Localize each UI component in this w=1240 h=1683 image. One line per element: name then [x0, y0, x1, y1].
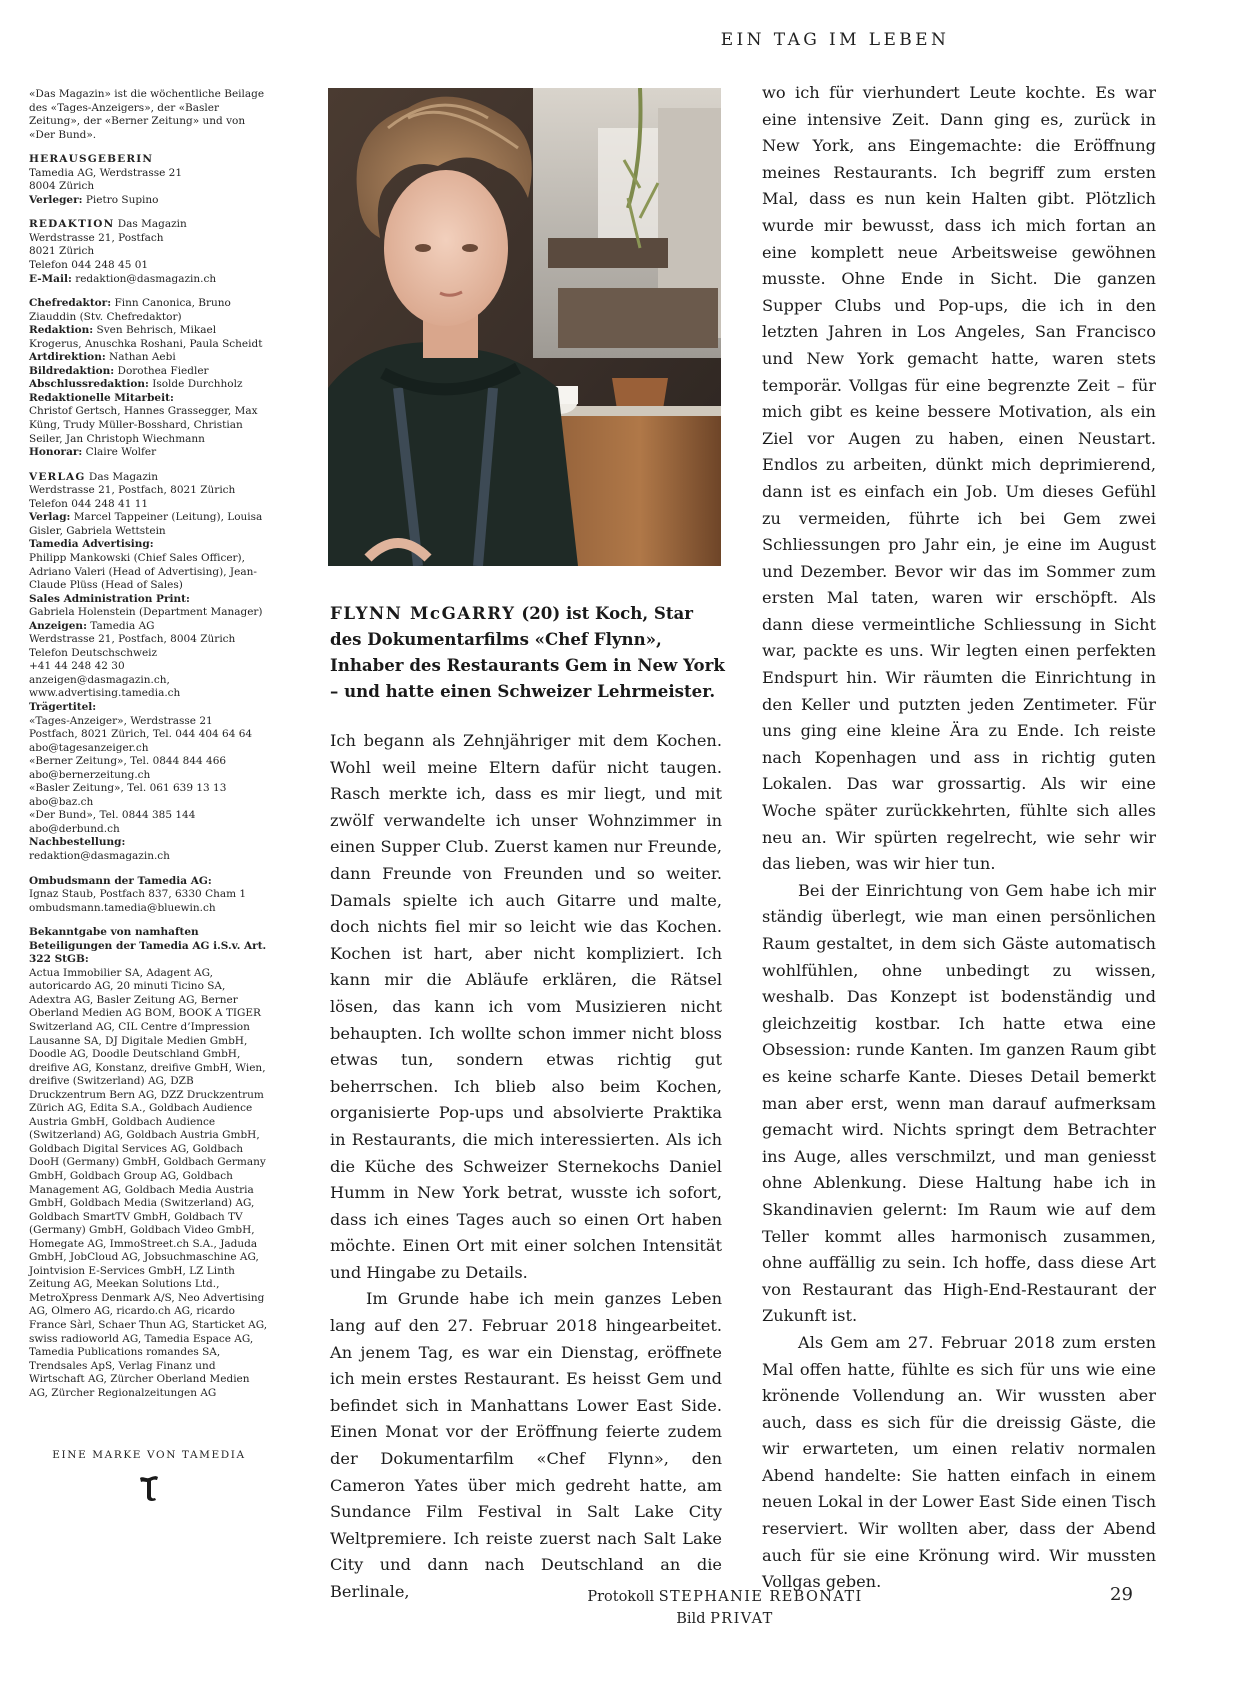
brand-line: EINE MARKE VON TAMEDIA	[52, 1449, 246, 1461]
herausgeberin-heading: HERAUSGEBERIN	[29, 153, 154, 166]
traeger-email-link[interactable]: abo@derbund.ch	[29, 822, 120, 835]
email-label: E-Mail:	[29, 272, 72, 285]
verleger-label: Verleger:	[29, 193, 83, 206]
staff-label: Chefredaktor:	[29, 297, 112, 310]
advertising-website-link[interactable]: www.advertising.tamedia.ch	[29, 687, 181, 700]
redaktion-heading: REDAKTION	[29, 218, 115, 231]
salesadmin-label: Sales Administration Print:	[29, 592, 190, 605]
staff-label: Artdirektion:	[29, 351, 106, 364]
article-column-right	[762, 80, 1156, 1596]
bild-credit: PRIVAT	[710, 1611, 774, 1627]
staff-label: Honorar:	[29, 446, 83, 459]
traeger-email-link[interactable]: abo@baz.ch	[29, 795, 94, 808]
verlag-label: Verlag:	[29, 511, 71, 524]
redaktion-line: Telefon 044 248 45 01	[29, 259, 149, 272]
impressum-herausgeberin	[29, 153, 269, 207]
anzeigen-line: +41 44 248 42 30	[29, 660, 125, 673]
article-column-middle	[330, 728, 722, 1606]
staff-value: Nathan Aebi	[109, 351, 176, 364]
staff-label: Redaktion:	[29, 324, 94, 337]
verleger-value: Pietro Supino	[85, 193, 159, 206]
anzeigen-label: Anzeigen:	[29, 619, 87, 632]
advertising-label: Tamedia Advertising:	[29, 538, 154, 551]
beteiligungen-list: Actua Immobilier SA, Adagent AG, autoricardo AG, 20 minuti Ticino SA, Adextra AG, Basler Zeitung AG, Berner Oberland Medien AG BOM, BOOK A TIGER Switzerland AG, CIL Centre d’Impression Lausanne SA, DJ Digitale Medien GmbH, Doodle AG, Doodle Deutschland GmbH, dreifive AG, Konstanz, dreifive GmbH, Wien, dreifive (Switzerland) AG, DZB Druckzentrum Bern AG, DZZ Druckzentrum Zürich AG, Edita S.A., Goldbach Audience Austria GmbH, Goldbach Audience (Switzerland) AG, Goldbach Austria GmbH, Goldbach Digital Services AG, Goldbach DooH (Germany) GmbH, Goldbach Germany GmbH, Goldbach Group AG, Goldbach Management AG, Goldbach Media Austria GmbH, Goldbach Media (Switzerland) AG, Goldbach SmartTV GmbH, Goldbach TV (Germany) GmbH, Goldbach Video GmbH, Homegate AG, ImmoStreet.ch S.A., Jaduda GmbH, JobCloud AG, Jobsuchmaschine AG, Jointvision E-Services GmbH, LZ Linth Zeitung AG, Meekan Solutions Ltd., MetroXpress Denmark A/S, Neo Advertising AG, Olmero AG, ricardo.ch AG, ricardo France Sàrl, Schaer Thun AG, Starticket AG, swiss radioworld AG, Tamedia Espace AG, Tamedia Publications romandes SA, Trendsales ApS, Verlag Finanz und Wirtschaft AG, Zürcher Oberland Medien AG, Zürcher Regionalzeitungen AG	[29, 966, 268, 1399]
protokoll-label: Protokoll	[587, 1589, 655, 1605]
impressum-staff	[29, 297, 269, 460]
redaktion-line: Werdstrasse 21, Postfach	[29, 231, 164, 244]
page-number: 29	[1110, 1584, 1133, 1605]
verlag-name: Das Magazin	[88, 470, 158, 483]
verlag-value: Marcel Tappeiner (Leitung), Louisa Gisler, Gabriela Wettstein	[29, 511, 263, 537]
traeger-line: «Tages-Anzeiger», Werdstrasse 21	[29, 714, 213, 727]
staff-value: Isolde Durchholz	[152, 378, 243, 391]
credits	[565, 1586, 885, 1630]
staff-label: Bildredaktion:	[29, 364, 115, 377]
staff-value: Sven Behrisch, Mikael Krogerus, Anuschka Roshani, Paula Scheidt	[29, 324, 263, 350]
lead-name: FLYNN McGARRY	[330, 603, 516, 623]
protokoll-author: STEPHANIE REBONATI	[658, 1589, 863, 1605]
staff-value: Christof Gertsch, Hannes Grassegger, Max Küng, Trudy Müller-Bosshard, Christian Seiler, Jan Christoph Wiechmann	[29, 405, 258, 445]
impressum-redaktion	[29, 218, 269, 286]
impressum-ombudsmann	[29, 875, 269, 916]
anzeigen-line: Werdstrasse 21, Postfach, 8004 Zürich	[29, 633, 236, 646]
traeger-line: «Basler Zeitung», Tel. 061 639 13 13	[29, 782, 227, 795]
herausgeberin-line: 8004 Zürich	[29, 180, 95, 193]
anzeigen-line: Tamedia AG	[90, 619, 155, 632]
traeger-label: Trägertitel:	[29, 700, 97, 713]
email-link[interactable]: redaktion@dasmagazin.ch	[75, 272, 217, 285]
traeger-line: Postfach, 8021 Zürich, Tel. 044 404 64 64	[29, 728, 253, 741]
article-paragraph: Bei der Einrichtung von Gem habe ich mir ständig überlegt, wie man einen persönlichen Raum gestaltet, in dem sich Gäste automatisch wohlfühlen, ohne unbedingt zu wissen, weshalb. Das Konzept ist bodenständig und gleichzeitig kostbar. Ich hatte etwa eine Obsession: runde Kanten. Im ganzen Raum gibt es keine scharfe Kante. Dieses Detail bemerkt man aber erst, wenn man darauf aufmerksam gemacht wird. Nichts springt dem Betrachter ins Auge, alles verschmilzt, und man geniesst ohne Ablenkung. Diese Haltung habe ich in Skandinavien gelernt: Im Raum wie auf dem Teller kommt alles harmonisch zusammen, ohne auffällig zu sein. Ich hoffe, dass diese Art von Restaurant das High-End-Restaurant der Zukunft ist.	[762, 880, 1156, 1326]
staff-value: Dorothea Fiedler	[117, 364, 209, 377]
impressum-beteiligungen	[29, 926, 269, 1400]
tamedia-logo-icon	[137, 1474, 161, 1502]
traeger-email-link[interactable]: abo@tagesanzeiger.ch	[29, 741, 149, 754]
bild-label: Bild	[676, 1611, 706, 1627]
staff-value: Claire Wolfer	[85, 446, 157, 459]
nachbestellung-email-link[interactable]: redaktion@dasmagazin.ch	[29, 849, 170, 862]
verlag-line: Telefon 044 248 41 11	[29, 497, 149, 510]
redaktion-line: 8021 Zürich	[29, 245, 95, 258]
nachbestellung-label: Nachbestellung:	[29, 836, 126, 849]
article-paragraph: Als Gem am 27. Februar 2018 zum ersten Mal offen hatte, fühlte es sich für uns wie eine krönende Vollendung an. Wir wussten aber auch, dass es sich für die dreissig Gäste, die wir erwarteten, um einen relativ normalen Abend handelte: Sie hatten einfach in einem neuen Lokal in der Lower East Side einen Tisch reserviert. Wir wollten aber, dass der Abend auch für sie eine Krönung wird. Wir mussten Vollgas geben.	[762, 1332, 1156, 1592]
staff-value: Finn Canonica, Bruno Ziauddin (Stv. Chefredaktor)	[29, 297, 231, 323]
impressum-intro: «Das Magazin» ist die wöchentliche Beilage des «Tages-Anzeigers», der «Basler Zeitung», der «Berner Zeitung» und von «Der Bund».	[29, 88, 265, 141]
staff-label: Abschlussredaktion:	[29, 378, 149, 391]
ombudsmann-email-link[interactable]: ombudsmann.tamedia@bluewin.ch	[29, 901, 216, 914]
beteiligungen-label: Bekanntgabe von namhaften Beteiligungen der Tamedia AG i.S.v. Art. 322 StGB:	[29, 926, 267, 966]
ombudsmann-label: Ombudsmann der Tamedia AG:	[29, 874, 212, 887]
lead-text: (20) ist Koch, Star des Dokumentarfilms «Chef Flynn», Inhaber des Restaurants Gem in New York – und hatte einen Schweizer Lehrmeister.	[330, 603, 725, 701]
traeger-email-link[interactable]: abo@bernerzeitung.ch	[29, 768, 151, 781]
anzeigen-line: Telefon Deutschschweiz	[29, 646, 158, 659]
article-paragraph: wo ich für vierhundert Leute kochte. Es war eine intensive Zeit. Dann ging es, zurück in New York, ans Eingemachte: die Eröffnung meines Restaurants. Ich begriff zum ersten Mal, dass es nun kein Halten gibt. Plötzlich wurde mir bewusst, dass ich mich fortan an eine komplett neue Arbeitsweise gewöhnen musste. Ohne Ende in Sicht. Die ganzen Supper Clubs und Pop-ups, die ich in den letzten Jahren in Los Angeles, San Francisco und New York gemacht hatte, waren stets temporär. Vollgas für eine begrenzte Zeit – für mich gibt es keine bessere Motivation, als ein Ziel vor Augen zu haben, einen Neustart. Endlos zu arbeiten, dünkt mich deprimierend, dann ist es einfach ein Job. Um dieses Gefühl zu vermeiden, führte ich bei Gem zwei Schliessungen pro Jahr ein, je eine im August und Dezember. Bevor wir das im Sommer zum ersten Mal taten, waren wir erschöpft. Als dann diese vermeintliche Schliessung in Sicht war, packte es uns. Wir legten einen perfekten Endspurt hin. Wir räumten die Einrichtung in den Keller und putzten jeden Zentimeter. Für uns ging eine kleine Ära zu Ende. Ich reiste nach Kopenhagen und ass in richtig guten Lokalen. Das war grossartig. Als wir eine Woche später zurückkehrten, fühlte sich alles neu an. Wir spürten regelrecht, wie sehr wir das lieben, was wir hier tun.	[762, 83, 1156, 874]
advertising-value: Philipp Mankowski (Chief Sales Officer), Adriano Valeri (Head of Advertising), Jean-Claude Plüss (Head of Sales)	[29, 551, 257, 592]
impressum-verlag	[29, 471, 269, 864]
portrait-photo	[328, 88, 721, 566]
ombudsmann-line: Ignaz Staub, Postfach 837, 6330 Cham 1	[29, 888, 247, 901]
article-paragraph: Im Grunde habe ich mein ganzes Leben lang auf den 27. Februar 2018 hingearbeitet. An jenem Tag, es war ein Dienstag, eröffnete ich mein erstes Restaurant. Es heisst Gem und befindet sich in Manhattans Lower East Side. Einen Monat vor der Eröffnung feierte zudem der Dokumentarfilm «Chef Flynn», den Cameron Yates über mich gedreht hatte, am Sundance Film Festival in Salt Lake City Weltpremiere. Ich reiste zuerst nach Salt Lake City und dann nach Deutschland an die Berlinale,	[330, 1289, 722, 1601]
traeger-line: «Berner Zeitung», Tel. 0844 844 466	[29, 755, 227, 768]
verlag-heading: VERLAG	[29, 470, 86, 483]
lead-intro	[330, 600, 725, 704]
salesadmin-value: Gabriela Holenstein (Department Manager)	[29, 606, 263, 619]
staff-label: Redaktionelle Mitarbeit:	[29, 391, 174, 404]
traeger-line: «Der Bund», Tel. 0844 385 144	[29, 809, 196, 822]
verlag-line: Werdstrasse 21, Postfach, 8021 Zürich	[29, 484, 236, 497]
section-title: EIN TAG IM LEBEN	[720, 30, 950, 50]
redaktion-name: Das Magazin	[117, 218, 187, 231]
impressum	[29, 88, 269, 1411]
article-paragraph: Ich begann als Zehnjähriger mit dem Kochen. Wohl weil meine Eltern dafür nicht taugen. Rasch merkte ich, dass es mir liegt, und mit zwölf verwandelte ich unser Wohnzimmer in einen Supper Club. Zuerst kamen nur Freunde, dann Freunde von Freunden und so weiter. Damals spielte ich auch Gitarre und malte, doch nichts fiel mir so leicht wie das Kochen. Kochen ist hart, aber nicht kompliziert. Ich kann mir die Abläufe erklären, die Rätsel lösen, das kann ich vom Musizieren nicht behaupten. Ich wollte schon immer nicht bloss etwas tun, sondern etwas richtig gut beherrschen. Ich blieb also beim Kochen, organisierte Pop-ups und absolvierte Praktika in Restaurants, die mich interessierten. Als ich die Küche des Schweizer Sternekochs Daniel Humm in New York betrat, wusste ich sofort, dass ich eines Tages auch so einen Ort haben möchte. Einen Ort mit einer solchen Intensität und Hingabe zu Details.	[330, 731, 722, 1282]
herausgeberin-line: Tamedia AG, Werdstrasse 21	[29, 166, 183, 179]
anzeigen-email-link[interactable]: anzeigen@dasmagazin.ch,	[29, 673, 170, 686]
